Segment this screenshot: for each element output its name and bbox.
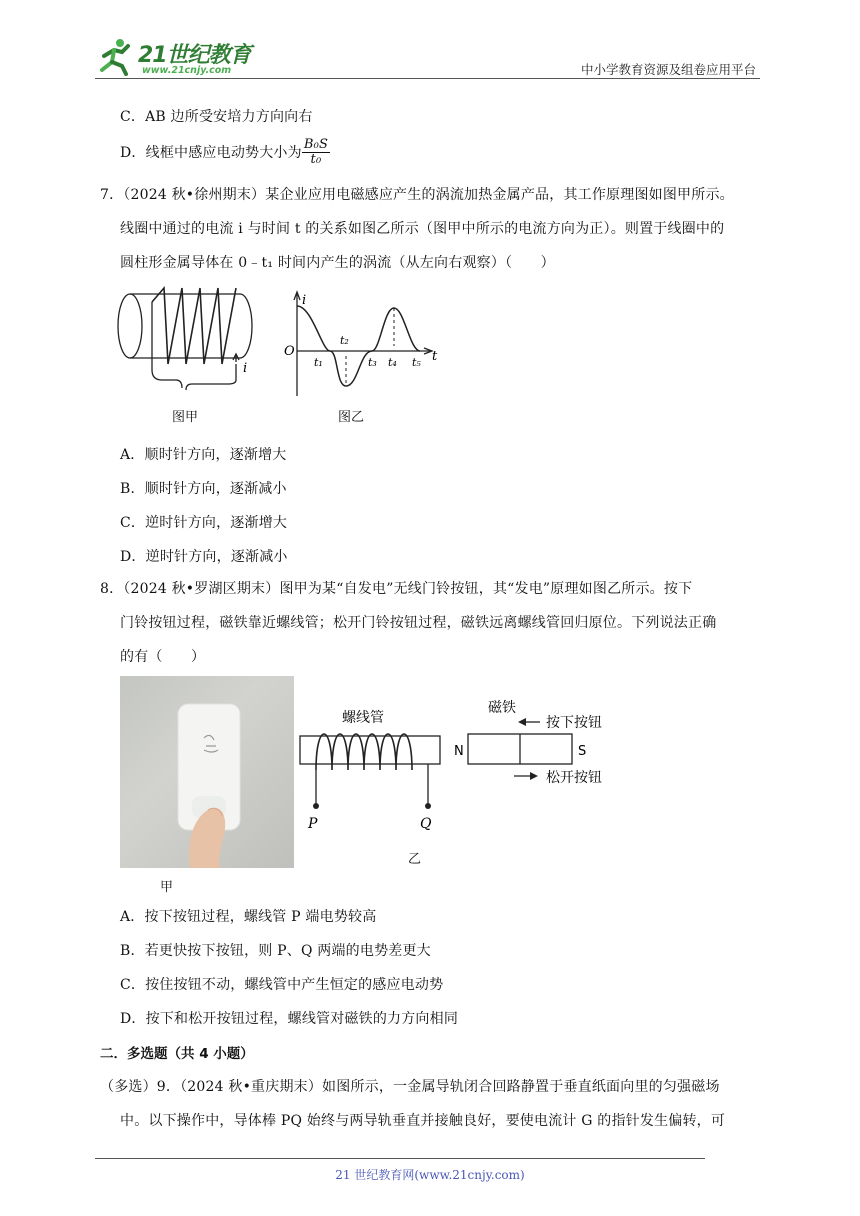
platform-name: 中小学教育资源及组卷应用平台: [580, 62, 756, 77]
q7-figure-yi: [280, 284, 450, 400]
t4-label: t₄: [388, 356, 397, 369]
current-label: i: [243, 361, 248, 376]
t2-label: t₂: [340, 334, 349, 347]
q6-option-d[interactable]: [120, 138, 330, 168]
solenoid-label: 螺线管: [342, 710, 384, 726]
q6-option-d-text: D．线框中感应电动势大小为: [120, 144, 302, 161]
q8-option-c[interactable]: C．按住按钮不动，螺线管中产生恒定的感应电动势: [120, 977, 444, 993]
q7-fig-yi-label: 图乙: [338, 410, 365, 425]
q8-figure-yi: [296, 694, 616, 874]
q7-fig-jia-label: 图甲: [172, 410, 199, 425]
q7-stem-line2: 线圈中通过的电流 i 与时间 t 的关系如图乙所示（图甲中所示的电流方向为正）。则置于线圈中的: [120, 221, 725, 237]
logo-url: www.21cnjy.com: [142, 65, 232, 76]
site-logo: [96, 36, 256, 78]
q6-fraction: [302, 138, 330, 168]
section-multi-choice-title: 二．多选题（共 4 小题）: [100, 1046, 254, 1062]
q9-stem-line1: （多选）9．（2024 秋•重庆期末）如图所示，一金属导轨闭合回路静置于垂直纸面向里的匀强磁场: [100, 1079, 720, 1095]
t5-label: t₅: [412, 356, 421, 369]
t1-label: t₁: [314, 356, 323, 369]
magnet-label: 磁铁: [488, 700, 516, 716]
doorbell-button-image: [120, 676, 294, 868]
current-curve: [297, 306, 420, 386]
press-button-label: 按下按钮: [546, 715, 602, 731]
n-pole-label: N: [454, 744, 464, 759]
origin-label: O: [284, 344, 295, 359]
press-arrow-icon: [518, 718, 526, 726]
release-arrow-icon: [530, 772, 538, 780]
q8-doorbell-photo: [120, 676, 294, 868]
axis-t-label: t: [432, 349, 438, 364]
q-terminal-label: Q: [420, 816, 432, 832]
axis-i-label: i: [302, 293, 307, 308]
q8-option-a[interactable]: A．按下按钮过程，螺线管 P 端电势较高: [120, 909, 377, 925]
runner-logo-icon: [96, 36, 136, 76]
footer-link[interactable]: 21 世纪教育网(www.21cnjy.com): [335, 1168, 525, 1182]
s-pole-label: S: [578, 744, 587, 759]
t3-label: t₃: [368, 356, 377, 369]
footer-divider: [95, 1158, 705, 1159]
q7-stem-line3: 圆柱形金属导体在 0﹣t₁ 时间内产生的涡流（从左向右观察）（ ）: [120, 255, 555, 271]
q8-fig-yi-label: 乙: [408, 852, 422, 867]
q7-option-b[interactable]: B．顺时针方向，逐渐减小: [120, 481, 287, 497]
logo-text: 21世纪教育: [138, 43, 251, 68]
q8-option-d[interactable]: D．按下和松开按钮过程，螺线管对磁铁的力方向相同: [120, 1011, 459, 1027]
q7-stem-line1: 7．（2024 秋•徐州期末）某企业应用电磁感应产生的涡流加热金属产品，其工作原理图如图甲所示。: [100, 187, 734, 203]
q6-option-c[interactable]: C．AB 边所受安培力方向向右: [120, 109, 313, 125]
p-terminal-label: P: [308, 816, 318, 832]
q7-option-d[interactable]: D．逆时针方向，逐渐减小: [120, 549, 288, 565]
header-divider: [95, 78, 760, 79]
fraction-numerator: B₀S: [303, 137, 329, 152]
q7-option-c[interactable]: C．逆时针方向，逐渐增大: [120, 515, 288, 531]
q7-option-a[interactable]: A．顺时针方向，逐渐增大: [120, 447, 287, 463]
fraction-denominator: t₀: [310, 152, 322, 168]
q8-stem-line3: 的有（ ）: [120, 649, 206, 665]
q8-option-b[interactable]: B．若更快按下按钮，则 P、Q 两端的电势差更大: [120, 943, 431, 959]
q7-figure-jia: [112, 284, 262, 404]
q9-stem-line2: 中。以下操作中，导体棒 PQ 始终与两导轨垂直并接触良好，要使电流计 G 的指针发生偏转，可: [120, 1113, 726, 1129]
q8-stem-line2: 门铃按钮过程，磁铁靠近螺线管；松开门铃按钮过程，磁铁远离螺线管回归原位。下列说法正确: [120, 615, 717, 631]
release-button-label: 松开按钮: [546, 770, 602, 786]
q8-stem-line1: 8．（2024 秋•罗湖区期末）图甲为某“自发电”无线门铃按钮，其“发电”原理如图乙所示。按下: [100, 581, 693, 597]
q8-fig-jia-label: 甲: [160, 880, 174, 895]
